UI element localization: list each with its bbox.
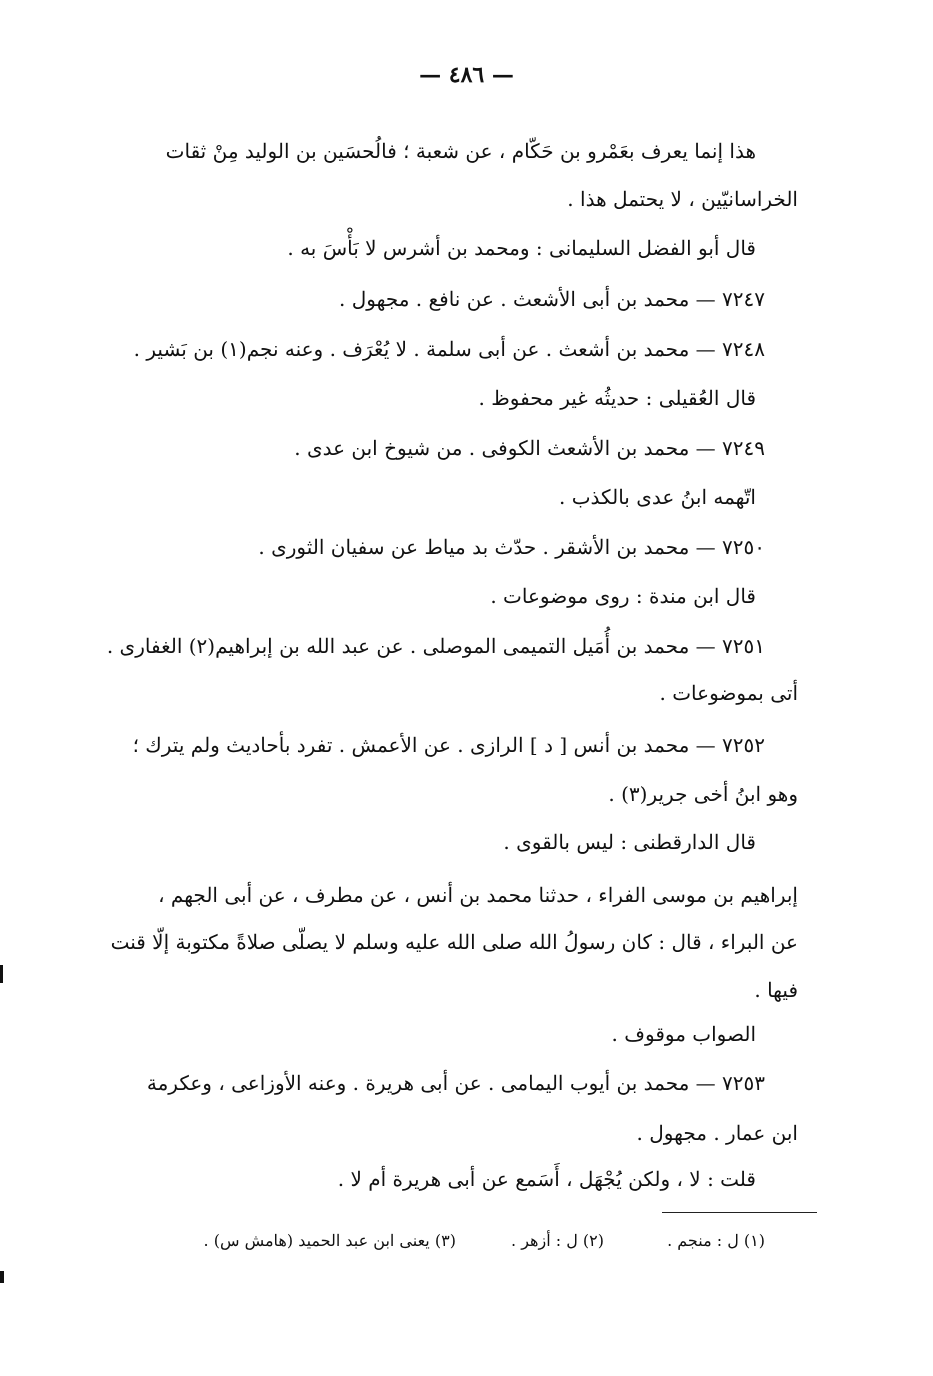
text-line: إبراهيم بن موسى الفراء ، حدثنا محمد بن أنس ، عن مطرف ، عن أبى الجهم ، <box>158 883 798 907</box>
text-line: ٧٢٤٩ — محمد بن الأشعث الكوفى . من شيوخ ابن عدى . <box>294 436 765 460</box>
text-line: فيها . <box>754 978 798 1002</box>
text-line: ٧٢٥١ — محمد بن أُمَيل التميمى الموصلى . عن عبد الله بن إبراهيم(٢) الغفارى . <box>106 634 765 658</box>
text-line: قال العُقيلى : حديثُه غير محفوظ . <box>478 386 756 410</box>
text-line: اتّهمه ابنُ عدى بالكذب . <box>559 485 756 509</box>
text-line: هذا إنما يعرف بعَمْرو بن حَكّام ، عن شعبة ؛ فالُحسَين بن الوليد مِنْ ثقات <box>165 139 756 163</box>
text-line: ٧٢٥٢ — محمد بن أنس [ د ] الرازى . عن الأعمش . تفرد بأحاديث ولم يترك ؛ <box>132 733 765 757</box>
footnote-3: (٣) يعنى ابن عبد الحميد (هامش س) . <box>203 1231 456 1250</box>
text-line: أتى بموضوعات . <box>659 681 798 705</box>
text-line: قال أبو الفضل السليمانى : ومحمد بن أشرس لا بَأْسَ به . <box>287 236 756 260</box>
text-line: ٧٢٥٣ — محمد بن أيوب اليمامى . عن أبى هريرة . وعنه الأوزاعى ، وعكرمة <box>146 1071 765 1095</box>
text-line: وهو ابنُ أخى جرير(٣) . <box>608 782 798 806</box>
footnotes <box>204 1228 765 1254</box>
text-line: ٧٢٤٨ — محمد بن أشعث . عن أبى سلمة . لا يُعْرَف . وعنه نجم(١) بن بَشير . <box>133 337 765 361</box>
page-number: — ٤٨٦ — <box>419 62 514 88</box>
footnote-rule <box>662 1212 817 1213</box>
text-line: الخراسانيّين ، لا يحتمل هذا . <box>567 187 798 211</box>
scan-edge-mark <box>0 1271 4 1283</box>
text-line: ٧٢٥٠ — محمد بن الأشقر . حدّث بد مياط عن سفيان الثورى . <box>258 535 765 559</box>
footnote-2: (٢) ل : أزهر . <box>511 1231 604 1250</box>
text-line: قال ابن مندة : روى موضوعات . <box>490 584 756 608</box>
footnote-1: (١) ل : منجم . <box>667 1231 765 1250</box>
text-line: الصواب موقوف . <box>611 1022 756 1046</box>
scan-edge-mark <box>0 965 3 983</box>
text-line: قلت : لا ، ولكن يُجْهَل ، أَسَمع عن أبى هريرة أم لا . <box>337 1167 756 1191</box>
text-line: قال الدارقطنى : ليس بالقوى . <box>503 830 756 854</box>
text-line: ابن عمار . مجهول . <box>636 1121 798 1145</box>
text-line: ٧٢٤٧ — محمد بن أبى الأشعث . عن نافع . مجهول . <box>339 287 765 311</box>
text-line: عن البراء ، قال : كان رسولُ الله صلى الله عليه وسلم لا يصلّى صلاةً مكتوبة إلّا قنت <box>110 930 798 954</box>
